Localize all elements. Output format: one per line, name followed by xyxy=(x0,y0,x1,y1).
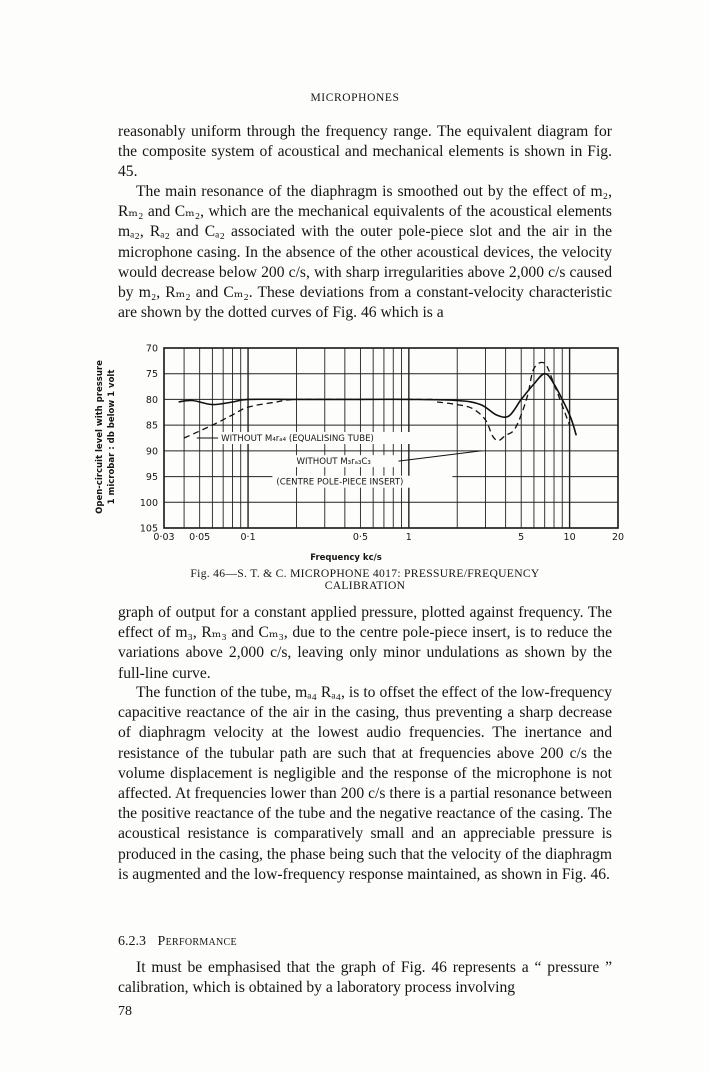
y-axis-label-line-1: Open-circuit level with pressure xyxy=(95,360,105,514)
x-tick-label: 0·1 xyxy=(240,532,256,543)
paragraph-5: It must be emphasised that the graph of Fig. 46 represents a “ pressure ” calibration, which is obtained by a laboratory process involving xyxy=(118,959,612,997)
section-number: 6.2.3 xyxy=(118,934,146,949)
y-tick-label: 100 xyxy=(139,497,158,509)
paragraph-4: The function of the tube, mₐ₄ Rₐ₄, is to offset the effect of the low-frequency capacitive reactance of the air in the casing, thus preventing a sharp decrease of diaphragm velocity at the lowest audio frequencies. The inertance and resistance of the tubular path are such that at frequencies above 200 c/s the volume displacement is negligible and the response of the microphone is not affected. At frequencies lower than 200 c/s there is a partial resonance between the positive reactance of the tube and the negative reactance of the casing. The acoustical resistance is comparatively small and an appreciable pressure is produced in the casing, the phase being such that the velocity of the diaphragm is augmented and the low-frequency response maintained, as shown in Fig. 46. xyxy=(118,684,612,883)
y-tick-label: 95 xyxy=(145,472,158,484)
x-tick-label: 5 xyxy=(518,532,525,543)
figure-46-chart xyxy=(86,342,646,564)
paragraph-1: reasonably uniform through the frequency range. The equivalent diagram for the composite system of acoustical and mechanical elements is shown in Fig. 45. xyxy=(118,123,612,181)
section-title: Performance xyxy=(157,934,237,949)
y-tick-label: 70 xyxy=(145,343,158,355)
y-tick-label: 85 xyxy=(145,420,158,432)
annotation-label-1: WITHOUT M₄rₐ₄ (EQUALISING TUBE) xyxy=(221,434,374,444)
y-tick-label: 80 xyxy=(145,394,158,406)
section-heading xyxy=(118,934,237,950)
x-axis-label: Frequency kc/s xyxy=(310,553,382,563)
caption-line-2: CALIBRATION xyxy=(324,579,406,593)
y-tick-label: 75 xyxy=(145,369,158,381)
figure-caption xyxy=(118,568,612,593)
annotation-label-2: WITHOUT M₃rₐ₃C₃ xyxy=(296,457,371,468)
caption-line-1: Fig. 46—S. T. & C. MICROPHONE 4017: PRESSURE/FREQUENCY xyxy=(190,567,540,580)
running-head: MICROPHONES xyxy=(310,92,400,104)
x-tick-label: 0·5 xyxy=(352,532,368,543)
y-axis-label-line-2: 1 microbar : db below 1 volt xyxy=(107,369,117,505)
paragraph-3: graph of output for a constant applied pressure, plotted against frequency. The effect of m₃, Rₘ₃ and Cₘ₃, due to the centre pole-piece insert, is to reduce the variations above 2,000 c/s, leaving only minor undulations as shown by the full-line curve. xyxy=(118,604,612,682)
x-tick-label: 10 xyxy=(563,532,576,543)
x-tick-label: 0·03 xyxy=(153,532,175,543)
x-tick-label: 1 xyxy=(405,532,412,543)
annotation-leader-2 xyxy=(398,451,480,461)
x-tick-label: 0·05 xyxy=(189,532,211,543)
x-tick-label: 20 xyxy=(611,532,625,543)
page-number: 78 xyxy=(118,1004,132,1019)
y-tick-label: 105 xyxy=(139,523,158,535)
paragraph-2: The main resonance of the diaphragm is smoothed out by the effect of m₂, Rₘ₂ and Cₘ₂, which are the mechanical equivalents of the acoustical elements mₐ₂, Rₐ₂ and Cₐ₂ associated with the outer pole-piece slot and the air in the microphone casing. In the absence of the other acoustical devices, the velocity would decrease below 200 c/s, with sharp irregularities above 2,000 c/s caused by m₂, Rₘ₂ and Cₘ₂. These deviations from a constant-velocity characteristic are shown by the dotted curves of Fig. 46 which is a xyxy=(118,183,612,322)
annotation-label-3: (CENTRE POLE-PIECE INSERT) xyxy=(276,477,404,488)
y-tick-label: 90 xyxy=(145,446,158,458)
